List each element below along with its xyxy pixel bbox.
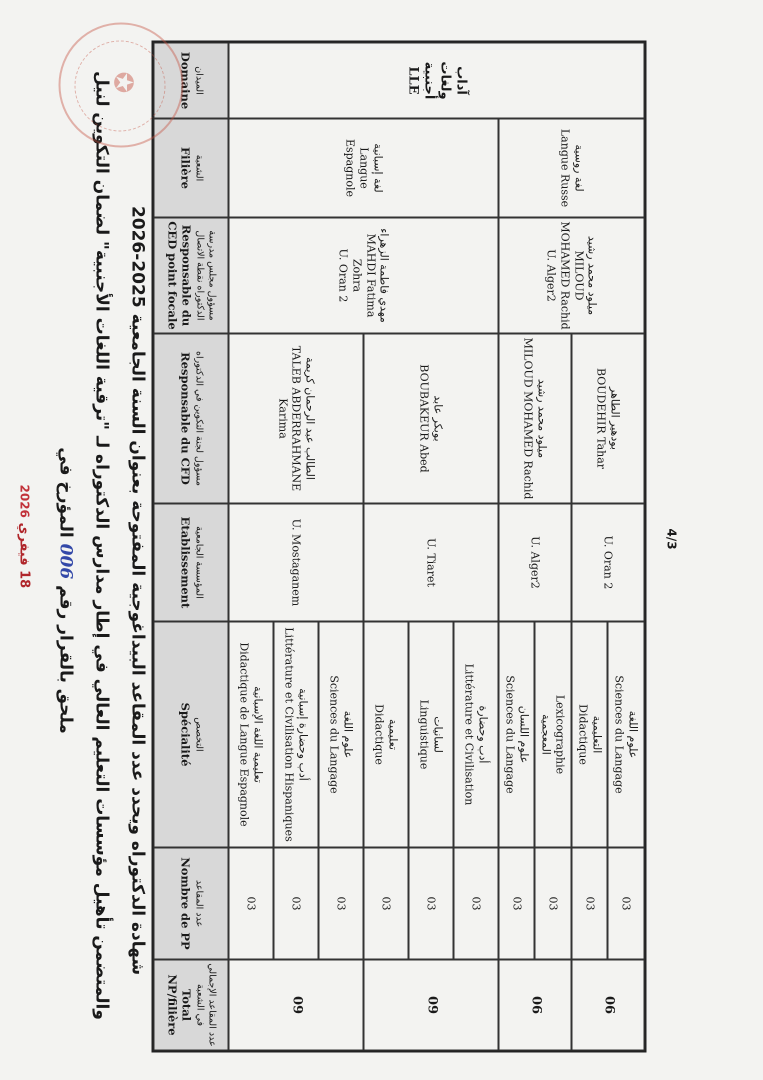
domain-cell: [228, 42, 644, 118]
pp-cell: 03: [498, 847, 534, 959]
spec-cell: [453, 621, 498, 847]
pp-cell: 03: [408, 847, 453, 959]
filiere-fr: Langue Espagnole: [343, 138, 370, 197]
spec-ar: تعليمية: [386, 718, 400, 750]
header-pp: [153, 847, 228, 959]
pp-cell: 03: [318, 847, 363, 959]
ced-ar: مهدي فاطمة الزهراء: [377, 227, 391, 323]
header-total-ar: عدد المقاعد الإجمالي في الشعبة: [193, 962, 217, 1047]
domain-ar-2: ولغات أجنبية: [421, 60, 453, 100]
title-part-b: المؤرخ في: [55, 446, 75, 538]
title-line-3: شهادة الدكتوراه ويحدد عدد المقاعد البيداغوجية المفتوحة بعنوان السنة الجامعية 2025-2026: [127, 205, 147, 975]
spec-fr: Didactique: [576, 703, 589, 765]
cfd-fr: MILOUD MOHAMED Rachid: [521, 337, 535, 499]
ced-univ: U. Alger2: [544, 248, 558, 302]
header-etab-ar: المؤسسة الجامعية: [192, 525, 204, 599]
header-ced-ar: مسؤول مجلس مدرسة الدكتوراه نقطة الاتصال: [193, 229, 217, 321]
spec-fr: Littérature et Civilisation: [462, 663, 476, 805]
header-pp-fr: Nombre de PP: [177, 856, 192, 950]
filiere-ar: لغة إسبانية: [370, 142, 384, 193]
spec-cell: [363, 621, 408, 847]
spec-fr: Sciences du Langage: [503, 674, 516, 794]
total-cell: 09: [228, 959, 363, 1050]
spec-ar: علوم اللسان: [516, 705, 530, 763]
header-filiere-fr: Filière: [177, 146, 192, 189]
ced-fr: MILOUD MOHAMED Rachid: [558, 220, 585, 330]
total-cell: 06: [571, 959, 644, 1050]
doctoral-seats-table: [151, 40, 646, 1052]
header-filiere-ar: الشعبة: [192, 154, 204, 181]
header-cfd-fr: Responsable du CFD: [177, 351, 192, 485]
spec-cell: [228, 621, 273, 847]
header-domaine-ar: الميدان: [192, 65, 204, 95]
title-line-2: والمتضمن تأهيل مؤسسات التعليم العالي في إطار مدارس الدكتوراه لـ "ترقية اللغات الأجنبية" لضمان التكوين لنيل: [91, 70, 111, 1020]
decree-number: 006: [55, 543, 75, 579]
title-line-1: [55, 250, 75, 930]
spec-ar: المعجمية: [539, 713, 553, 755]
filiere-fr: Langue Russe: [558, 128, 571, 207]
stamp-star-icon: ✪: [107, 71, 137, 93]
pp-cell: 03: [534, 847, 571, 959]
header-total: [153, 959, 228, 1050]
cfd-fr: BOUDEHIR Tahar: [594, 367, 608, 469]
etab-alger2: U. Alger2: [498, 503, 571, 621]
spec-fr: Littérature et Civilisation Hispaniques: [282, 626, 296, 842]
spec-cell: [498, 621, 534, 847]
date-day-month: 18 فيفري: [16, 521, 31, 588]
header-pp-ar: عدد المقاعد: [192, 879, 204, 927]
spec-cell: [318, 621, 363, 847]
header-spec-fr: Spécialité: [177, 702, 192, 766]
header-ced-fr: Responsable du CED point focale: [164, 220, 193, 330]
cfd-fr: TALEB ABDERRAHMANE Karima: [275, 345, 303, 491]
header-cfd-ar: مسؤول لجنة التكوين في الدكتوراه: [192, 350, 204, 486]
spec-cell: [408, 621, 453, 847]
spec-cell: [607, 621, 644, 847]
filiere-ar: لغة روسية: [571, 143, 585, 192]
spec-cell: [273, 621, 318, 847]
spec-ar: أدب وحضارة إسبانية: [296, 687, 310, 781]
header-ced: [153, 217, 228, 333]
header-domaine-fr: Domaine: [177, 51, 192, 109]
spec-ar: التعليمية: [589, 715, 603, 753]
title-part-a: ملحق بالقرار رقم: [55, 584, 75, 734]
spec-ar: تعليمية اللغة الإسبانية: [251, 685, 265, 783]
pp-cell: 03: [571, 847, 607, 959]
header-spec-ar: التخصص: [192, 716, 204, 752]
header-total-fr: Total NP/filière: [164, 973, 193, 1036]
header-filiere: [153, 118, 228, 217]
pp-cell: 03: [273, 847, 318, 959]
header-spec: [153, 621, 228, 847]
header-etab-fr: Etablissement: [177, 516, 192, 608]
etab-tiaret: U. Tiaret: [363, 503, 498, 621]
cfd-alger2: [498, 333, 571, 503]
cfd-fr: BOUBAKEUR Abed: [417, 363, 431, 473]
total-cell: 06: [498, 959, 571, 1050]
decree-date: [16, 478, 31, 588]
filiere-espagnole: [228, 118, 498, 217]
date-year: 2026: [17, 484, 31, 518]
header-etab: [153, 503, 228, 621]
cfd-mostaganem: [228, 333, 363, 503]
spec-ar: علوم اللغة: [626, 710, 640, 758]
spec-fr: Lexicographie: [553, 694, 567, 774]
header-cfd: [153, 333, 228, 503]
ced-univ: U. Oran 2: [336, 248, 350, 302]
total-cell: 09: [363, 959, 498, 1050]
domain-ar-1: آداب: [453, 65, 469, 95]
official-stamp: [58, 22, 183, 147]
ced-espagnole: [228, 217, 498, 333]
cfd-tiaret: [363, 333, 498, 503]
ced-russe: [498, 217, 644, 333]
ced-ar: ميلود محمد رشيد: [585, 235, 599, 315]
etab-mostaganem: U. Mostaganem: [228, 503, 363, 621]
cfd-ar: بودهير الطاهر: [608, 386, 622, 450]
etab-oran2: U. Oran 2: [571, 503, 644, 621]
spec-ar: علوم اللغة: [341, 710, 355, 758]
spec-cell: [571, 621, 607, 847]
spec-fr: Didactique de Langue Espagnole: [237, 641, 251, 827]
spec-cell: [534, 621, 571, 847]
cfd-oran2: [571, 333, 644, 503]
spec-fr: Sciences du Langage: [612, 674, 626, 794]
cfd-ar: الطالب عبد الرحمان كريمة: [303, 356, 317, 480]
ced-fr: MAHDI Fatima Zohra: [350, 233, 377, 317]
pp-cell: 03: [607, 847, 644, 959]
spec-ar: أدب وحضارة: [476, 705, 490, 763]
spec-ar: لسانيات: [431, 715, 445, 753]
pp-cell: 03: [453, 847, 498, 959]
cfd-ar: بوبكر عابد: [431, 394, 445, 442]
domain-fr: LLE: [404, 65, 420, 95]
pp-cell: 03: [363, 847, 408, 959]
spec-fr: Didactique: [372, 703, 386, 765]
pp-cell: 03: [228, 847, 273, 959]
spec-fr: Linguistique: [417, 699, 431, 769]
filiere-russe: [498, 118, 644, 217]
page-number: 4/3: [664, 528, 678, 550]
cfd-ar: ميلود محمد رشيد: [535, 378, 549, 458]
spec-fr: Sciences du Langage: [327, 674, 341, 794]
